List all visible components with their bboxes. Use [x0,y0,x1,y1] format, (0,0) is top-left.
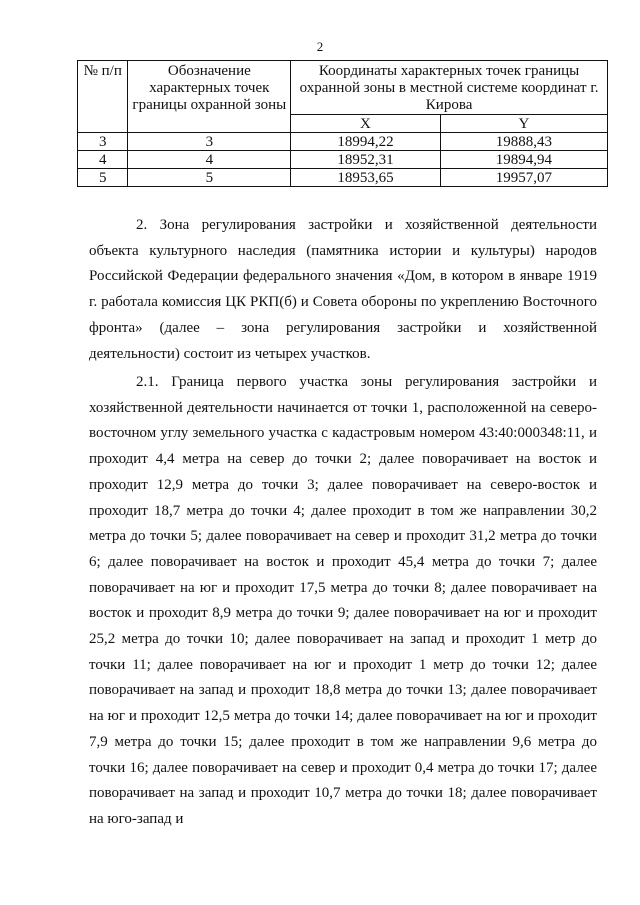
paragraph-text: 2.1. Граница первого участка зоны регулирования застройки и хозяйственной деятельности начинается от точки 1, расположенной на северо-восточном углу земельного участка с кадастровым номером 43:40:000348:11, и проходит 4,4 метра на север до точки 2; далее поворачивает на восток и проходит 12,9 метра до точки 3; далее поворачивает на северо-восток и проходит 18,7 метра до точки 4; далее проходит в том же направлении 30,2 метра до точки 5; далее поворачивает на север и проходит 31,2 метра до точки 6; далее поворачивает на восток и проходит 45,4 метра до точки 7; далее поворачивает на юг и проходит 17,5 метра до точки 8; далее поворачивает на восток и проходит 8,9 метра до точки 9; далее поворачивает на юг и проходит 25,2 метра до точки 10; далее поворачивает на запад и проходит 1 метр до точки 11; далее поворачивает на юг и проходит 1 метр до точки 12; далее поворачивает на запад и проходит 18,8 метра до точки 13; далее поворачивает на юг и проходит 12,5 метра до точки 14; далее поворачивает на юг и проходит 7,9 метра до точки 15; далее проходит в том же направлении 9,6 метра до точки 16; далее поворачивает на север и проходит 0,4 метра до точки 17; далее поворачивает на запад и проходит 10,7 метра до точки 18; далее поворачивает на юго-запад и [89,374,597,827]
table-row [78,169,608,187]
paragraph-text: 2. Зона регулирования застройки и хозяйственной деятельности объекта культурного наследия (памятника истории и культуры) народов Российской Федерации федерального значения «Дом, в котором в январе 1919 г. работала комиссия ЦК РКП(б) и Совета обороны по укреплению Восточного фронта» (далее – зона регулирования застройки и хозяйственной деятельности) состоит из четырех участков. [89,217,597,362]
table-row [78,151,608,169]
cell-point: 5 [128,169,291,187]
table-row [78,133,608,151]
cell-x: 18953,65 [291,169,441,187]
page-number: 2 [316,39,324,54]
paragraph-boundary-description [89,370,597,833]
cell-num: 3 [78,133,128,151]
cell-num: 4 [78,151,128,169]
header-num: № п/п [78,61,128,133]
cell-y: 19957,07 [440,169,607,187]
cell-point: 4 [128,151,291,169]
coordinates-table [77,60,608,187]
header-y: Y [440,115,607,133]
cell-y: 19894,94 [440,151,607,169]
cell-y: 19888,43 [440,133,607,151]
header-coords-group: Координаты характерных точек границы охранной зоны в местной системе координат г. Кирова [291,61,608,115]
cell-num: 5 [78,169,128,187]
header-x: X [291,115,441,133]
cell-x: 18952,31 [291,151,441,169]
paragraph-zone-description [89,213,597,367]
cell-point: 3 [128,133,291,151]
header-point-label: Обозначение характерных точек границы охранной зоны [128,61,291,133]
cell-x: 18994,22 [291,133,441,151]
